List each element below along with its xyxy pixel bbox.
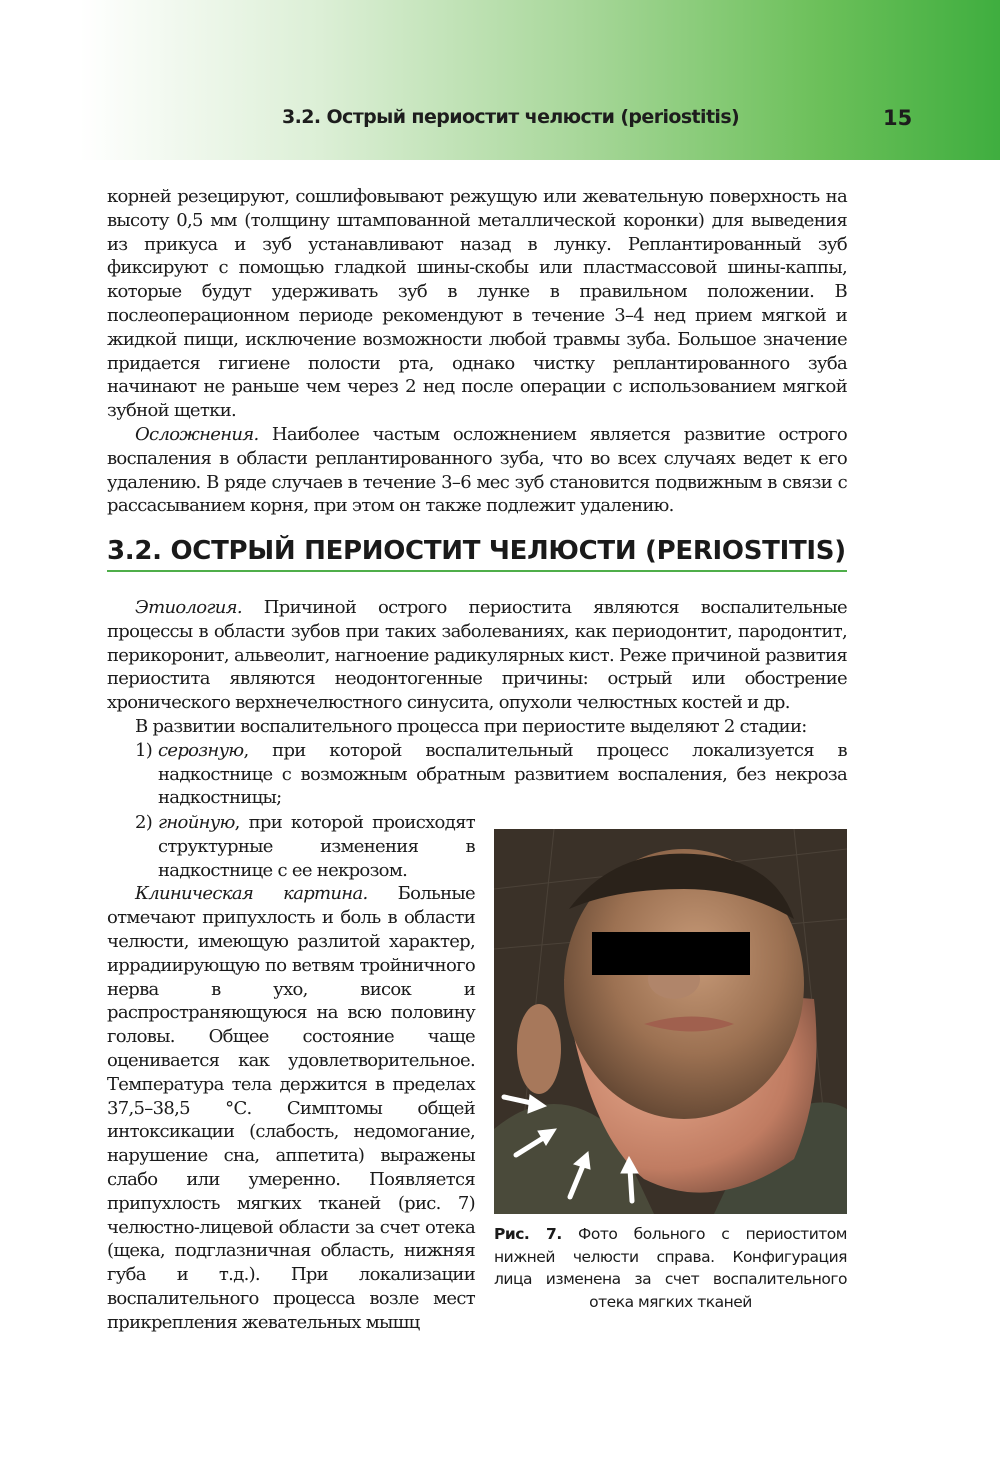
stage-2-text: , при которой происходят структурные изменения в надкостнице с ее некрозом. [158,812,475,881]
list-number: 1) [135,739,153,761]
paragraph-replantation: корней резецируют, сошлифовывают режущую или жевательную поверхность на высоту 0,5 мм (толщину штампованной металлической коронки) для выведения из прикуса и зуб устанавливают назад в лунку. Реплантированный зуб фиксируют с помощью гладкой шины-скобы или пластмассовой шины-каппы, которые будут удерживать зуб в лунке в правильном положении. В послеоперационном периоде рекомендуют в течение 3–4 нед прием мягкой и жидкой пищи, исключение возможности любой травмы зуба. Большое значение придается гигиене полости рта, однако чистку реплантированного зуба начинают не раньше чем через 2 нед после операции с использованием мягкой зубной щетки. [107,186,847,422]
header-band [0,0,1000,160]
paragraph-clinical [107,882,475,1334]
running-title: 3.2. Острый периостит челюсти (periostitis) [282,106,740,128]
stages-intro: В развитии воспалительного процесса при периостите выделяют 2 стадии: [135,715,807,737]
arrow-icon [630,1169,632,1201]
stage-1-text: , при которой воспалительный процесс локализуется в надкостнице с возможным обратным развитием воспаления, без некроза надкостницы; [158,739,847,809]
ear [517,1004,561,1094]
figure-caption [494,1223,847,1313]
paragraph-etiology [107,596,847,715]
section-heading: 3.2. ОСТРЫЙ ПЕРИОСТИТ ЧЕЛЮСТИ (PERIOSTITIS) [107,536,847,572]
stage-2-term: гнойную [158,812,235,833]
etiology-label: Этиология. [135,597,242,618]
continuation-text [107,185,847,518]
stage-1-term: серозную [158,739,244,761]
complications-label: Осложнения. [135,423,259,445]
page-number: 15 [883,106,913,130]
clinical-label: Клиническая картина. [135,883,368,905]
left-column [107,811,475,1335]
complications-text: Наиболее частым осложнением является развитие острого воспаления в области реплантированного зуба, что во всех случаях ведет к его удалению. В ряде случаев в течение 3–6 мес зуб становится подвижным в связи с рассасыванием корня, при этом он также подлежит удалению. [107,423,847,517]
section-text [107,596,847,810]
figure-caption-text: Фото больного с периоститом нижней челюсти справа. Конфигурация лица изменена за счет воспалительного отека мягких тканей [494,1225,847,1311]
etiology-text: Причиной острого периостита являются воспалительные процессы в области зубов при таких заболеваниях, как периодонтит, пародонтит, перикоронит, альвеолит, нагноение радикулярных кист. Реже причиной развития периостита являются неодонтогенные причины: острый или обострение хронического верхнечелюстного синусита, опухоли челюстных костей и др. [107,597,847,714]
list-item-stage-1 [107,739,847,810]
eye-censor-bar [592,932,750,975]
figure-label: Рис. 7. [494,1225,562,1243]
list-item-stage-2 [107,811,475,882]
patient-photo [494,829,847,1214]
list-number: 2) [135,812,153,833]
paragraph-complications [107,423,847,518]
clinical-text: Больные отмечают припухлость и боль в области челюсти, имеющую разлитой характер, иррадиирующую по ветвям тройничного нерва в ухо, висок и распространяющуюся на всю половину головы. Общее состояние чаще оценивается как удовлетворительное. Температура тела держится в пределах 37,5–38,5 °С. Симптомы общей интоксикации (слабость, недомогание, нарушение сна, аппетита) выражены слабо или умеренно. Появляется припухлость мягких тканей (рис. 7) челюстно-лицевой области за счет отека (щека, подглазничная область, нижняя губа и т.д.). При локализации воспалительного процесса возле мест прикрепления жевательных мышц [107,883,475,1333]
